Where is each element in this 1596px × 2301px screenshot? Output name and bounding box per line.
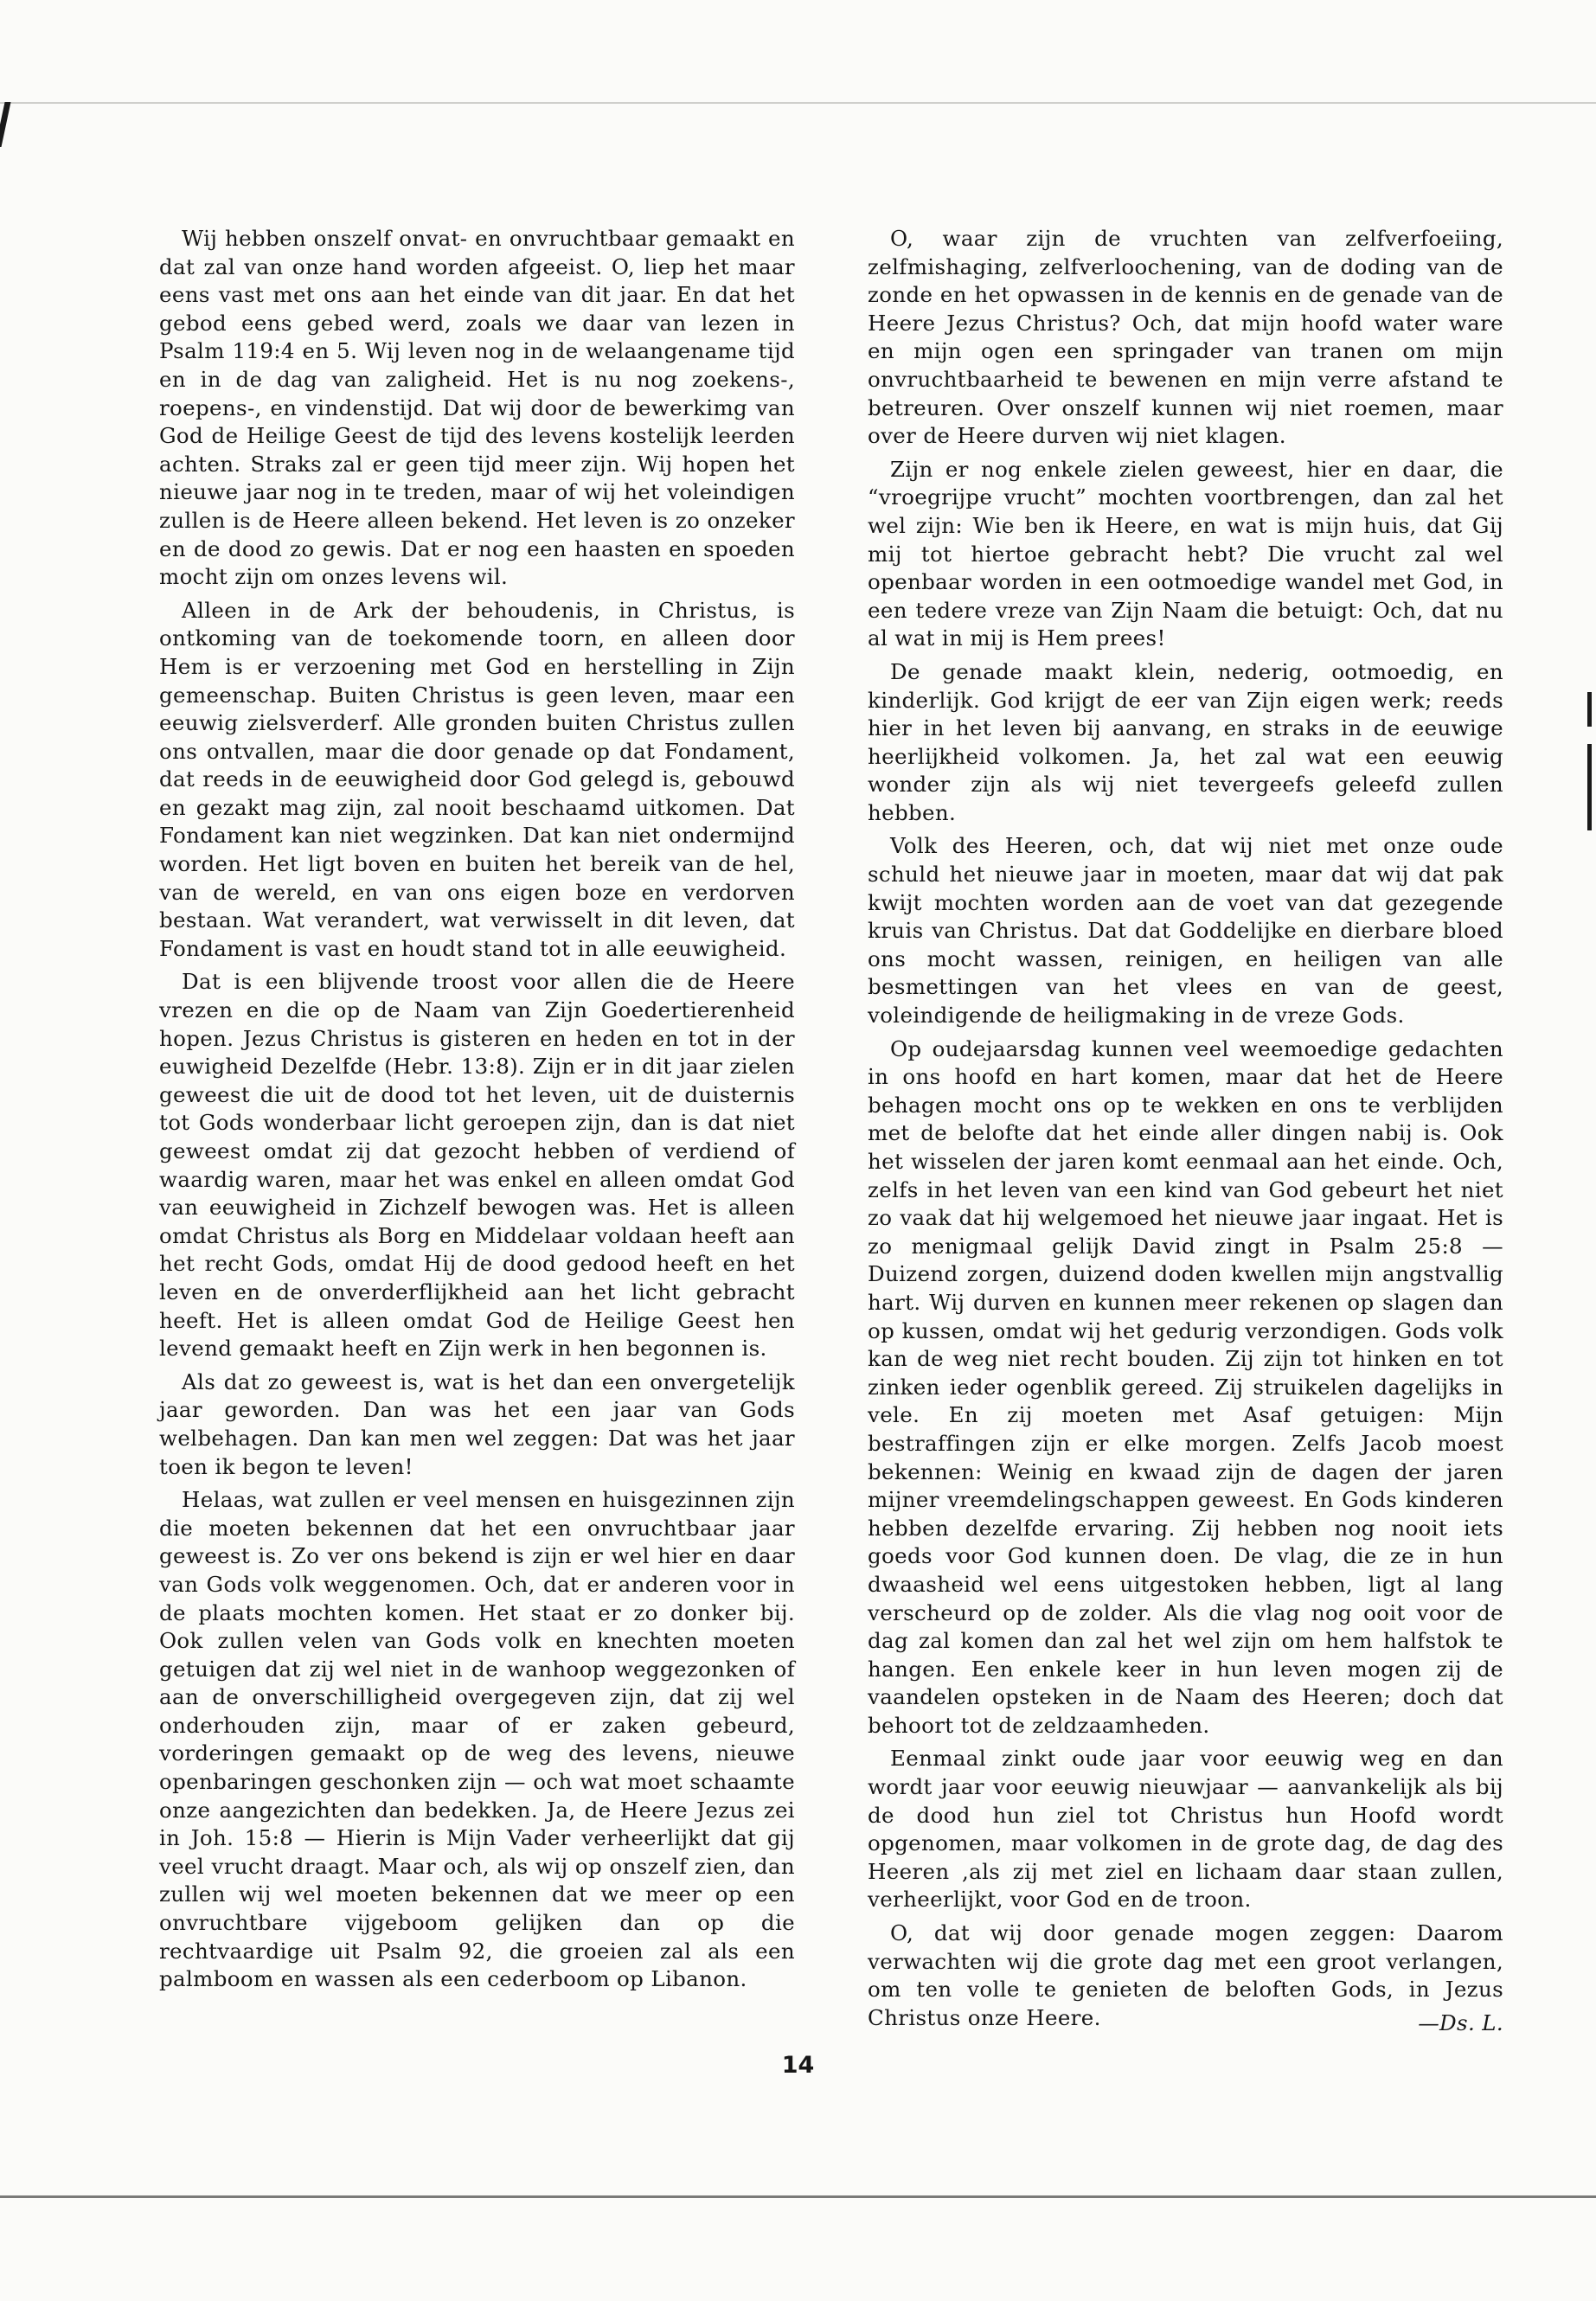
bottom-rule [0, 2195, 1596, 2198]
top-rule [0, 102, 1596, 104]
paragraph: Op oudejaarsdag kunnen veel weemoedige gedachten in ons hoofd en hart komen, maar dat het de Heere behagen mocht ons op te wekken en ons te verblijden met de belofte dat het einde aller dingen nabij is. Ook het wisselen der jaren komt eenmaal aan het einde. Och, zelfs in het leven van een kind van God gebeurt het niet zo vaak dat hij welgemoed het nieuwe jaar ingaat. Het is zo menigmaal gelijk David zingt in Psalm 25:8 — Duizend zorgen, duizend doden kwellen mijn angstvallig hart. Wij durven en kunnen meer rekenen op slagen dan op kussen, omdat wij het gedurig verzondigen. Gods volk kan de weg niet recht bouden. Zij zijn tot hinken en tot zinken ieder ogenblik gereed. Zij struikelen dagelijks in vele. En zij moeten met Asaf getuigen: Mijn bestraffingen zijn er elke morgen. Zelfs Jacob moest bekennen: Weinig en kwaad zijn de dagen der jaren mijner vreemdelingschappen geweest. En Gods kinderen hebben dezelfde ervaring. Zij hebben nog nooit iets goeds voor God kunnen doen. De vlag, die ze in hun dwaasheid wel eens uitgestoken hebben, ligt al lang verscheurd op de zolder. Als die vlag nog ooit voor de dag zal komen dan zal het wel zijn om hem halfstok te hangen. Een enkele keer in hun leven mogen zij de vaandelen opsteken in de Naam des Heeren; doch dat behoort tot de zeldzaamheden. [868, 1035, 1503, 1738]
paragraph: Wij hebben onszelf onvat- en onvruchtbaar gemaakt en dat zal van onze hand worden afgeeist. O, liep het maar eens vast met ons aan het einde van dit jaar. En dat het gebod eens gebed werd, zoals we daar van lezen in Psalm 119:4 en 5. Wij leven nog in de welaangename tijd en in de dag van zaligheid. Het is nu nog zoekens-, roepens-, en vindenstijd. Dat wij door de bewerkimg van God de Heilige Geest de tijd des levens kostelijk leerden achten. Straks zal er geen tijd meer zijn. Wij hopen het nieuwe jaar nog in te treden, maar of wij het voleindigen zullen is de Heere alleen bekend. Het leven is zo onzeker en de dood zo gewis. Dat er nog een haasten en spoeden mocht zijn om onzes levens wil. [159, 226, 795, 590]
paragraph: O, waar zijn de vruchten van zelfverfoeiing, zelfmishaging, zelfverloochening, van de doding van de zonde en het opwassen in de kennis en de genade van de Heere Jezus Christus? Och, dat mijn hoofd water ware en mijn ogen een springader van tranen om mijn onvruchtbaarheid te bewenen en mijn verre afstand te betreuren. Over onszelf kunnen wij niet roemen, maar over de Heere durven wij niet klagen. [868, 226, 1503, 449]
scan-corner-mark [0, 102, 11, 147]
paragraph: O, dat wij door genade mogen zeggen: Daarom verwachten wij die grote dag met een groot verlangen, om ten volle te genieten de beloften Gods, in Jezus Christus onze Heere. [868, 1920, 1503, 2030]
author-signature: —Ds. L. [1418, 2010, 1503, 2036]
scan-edge-mark [1587, 692, 1592, 727]
scan-edge-mark [1587, 744, 1592, 830]
right-column [868, 225, 1503, 2038]
left-column [159, 225, 795, 1999]
paragraph: Zijn er nog enkele zielen geweest, hier en daar, die “vroegrijpe vrucht” mochten voortbrengen, dan zal het wel zijn: Wie ben ik Heere, en wat is mijn huis, dat Gij mij tot hiertoe gebracht hebt? Die vrucht zal wel openbaar worden in een ootmoedige wandel met God, in een tedere vreze van Zijn Naam die betuigt: Och, dat nu al wat in mij is Hem prees! [868, 456, 1503, 651]
paragraph: Alleen in de Ark der behoudenis, in Christus, is ontkoming van de toekomende toorn, en alleen door Hem is er verzoening met God en herstelling in Zijn gemeenschap. Buiten Christus is geen leven, maar een eeuwig zielsverderf. Alle gronden buiten Christus zullen ons ontvallen, maar die door genade op dat Fondament, dat reeds in de eeuwigheid door God gelegd is, gebouwd en gezakt mag zijn, zal nooit beschaamd uitkomen. Dat Fondament kan niet wegzinken. Dat kan niet ondermijnd worden. Het ligt boven en buiten het bereik van de hel, van de wereld, en van ons eigen boze en verdorven bestaan. Wat verandert, wat verwisselt in dit leven, dat Fondament is vast en houdt stand tot in alle eeuwigheid. [159, 597, 795, 961]
paragraph: Als dat zo geweest is, wat is het dan een onvergetelijk jaar geworden. Dan was het een jaar van Gods welbehagen. Dan kan men wel zeggen: Dat was het jaar toen ik begon te leven! [159, 1368, 795, 1479]
paragraph: Helaas, wat zullen er veel mensen en huisgezinnen zijn die moeten bekennen dat het een onvruchtbaar jaar geweest is. Zo ver ons bekend is zijn er wel hier en daar van Gods volk weggenomen. Och, dat er anderen voor in de plaats mochten komen. Het staat er zo donker bij. Ook zullen velen van Gods volk en knechten moeten getuigen dat zij wel niet in de wanhoop weggezonken of aan de onverschilligheid overgegeven zijn, dat zij wel onderhouden zijn, maar of er zaken gebeurd, vorderingen gemaakt op de weg des levens, nieuwe openbaringen geschonken zijn — och wat moet schaamte onze aangezichten dan bedekken. Ja, de Heere Jezus zei in Joh. 15:8 — Hierin is Mijn Vader verheerlijkt dat gij veel vrucht draagt. Maar och, als wij op onszelf zien, dan zullen wij wel moeten bekennen dat we meer op een onvruchtbare vijgeboom gelijken dan op die rechtvaardige uit Psalm 92, die groeien zal als een palmboom en wassen als een cederboom op Libanon. [159, 1487, 795, 1992]
paragraph: Volk des Heeren, och, dat wij niet met onze oude schuld het nieuwe jaar in moeten, maar dat wij dat pak kwijt mochten worden aan de voet van dat gezegende kruis van Christus. Dat dat Goddelijke en dierbare bloed ons mocht wassen, reinigen, en heiligen van alle besmettingen van het vlees en van de geest, voleindigende de heiligmaking in de vreze Gods. [868, 833, 1503, 1029]
page-number: 14 [781, 2052, 815, 2079]
paragraph: Dat is een blijvende troost voor allen die de Heere vrezen en die op de Naam van Zijn Goedertierenheid hopen. Jezus Christus is gisteren en heden en tot in der euwigheid Dezelfde (Hebr. 13:8). Zijn er in dit jaar zielen geweest die uit de dood tot het leven, uit de duisternis tot Gods wonderbaar licht geroepen zijn, dan is dat niet geweest omdat zij dat gezocht hebben of verdiend of waardig waren, maar het was enkel en alleen omdat God van eeuwigheid in Zichzelf bewogen was. Het is alleen omdat Christus als Borg en Middelaar voldaan heeft aan het recht Gods, omdat Hij de dood gedood heeft en het leven en de onverderflijkheid aan het licht gebracht heeft. Het is alleen omdat God de Heilige Geest hen levend gemaakt heeft en Zijn werk in hen begonnen is. [159, 969, 795, 1362]
paragraph: Eenmaal zinkt oude jaar voor eeuwig weg en dan wordt jaar voor eeuwig nieuwjaar — aanvankelijk als bij de dood hun ziel tot Christus hun Hoofd wordt opgenomen, maar volkomen in de grote dag, de dag des Heeren ,als zij met ziel en lichaam daar staan zullen, verheerlijkt, voor God en de troon. [868, 1746, 1503, 1913]
paragraph: De genade maakt klein, nederig, ootmoedig, en kinderlijk. God krijgt de eer van Zijn eigen werk; reeds hier in het leven bij aanvang, en straks in de eeuwige heerlijkheid volkomen. Ja, het zal wat een eeuwig wonder zijn als wij niet tevergeefs geleefd zullen hebben. [868, 658, 1503, 825]
